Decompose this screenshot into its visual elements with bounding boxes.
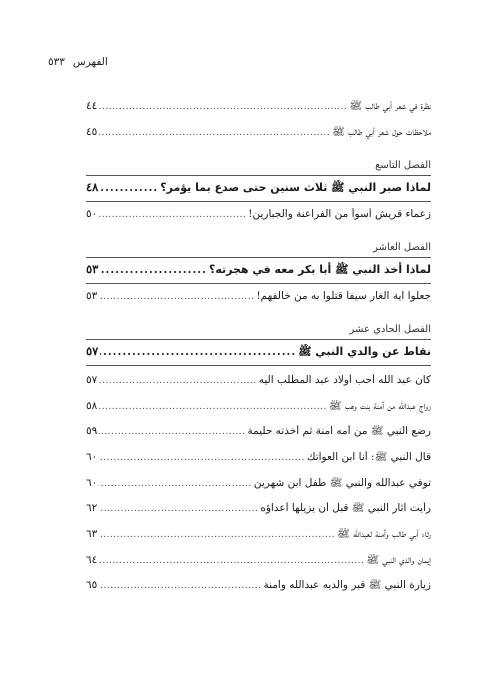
toc-entry[interactable]: [86, 290, 431, 308]
toc-entry[interactable]: [86, 208, 431, 226]
leader-dots: [99, 128, 330, 138]
entry-title: رضع النبي ﷺ من أمه آمنة ثم أخذته حليمة: [247, 425, 431, 437]
entry-title: زواج عبدالله من آمنة بنت وهب ﷺ: [328, 400, 431, 412]
entry-page: ٤٤: [86, 100, 98, 112]
leader-dots: [99, 556, 364, 566]
section-rule: [86, 201, 431, 202]
leader-dots: [100, 263, 207, 276]
leader-dots: [99, 427, 245, 437]
chapter-label: الفصل التاسع: [375, 160, 431, 171]
leader-dots: [100, 181, 158, 194]
entry-page: ٦٠: [86, 477, 98, 489]
entry-title: رثاء أبي طالب وآمنة لعبدالله ﷺ: [337, 528, 431, 540]
entry-page: ٥٨: [86, 400, 98, 412]
entry-title: زيارة النبي ﷺ قبر والديه عبدالله وآمنة: [263, 579, 431, 591]
toc-entry[interactable]: [86, 126, 431, 144]
leader-dots: [99, 210, 246, 220]
chapter-page: ٤٨: [86, 180, 99, 194]
header-title: الفهرس: [72, 56, 108, 68]
entry-title: كان عبد الله أحب أولاد عبد المطلب اليه: [258, 374, 431, 386]
toc-entry[interactable]: [86, 554, 431, 572]
entry-title: إيمان والدي النبي ﷺ: [366, 554, 431, 566]
chapter-title: لماذا أخذ النبي ﷺ أبا بكر معه في هجرته؟: [208, 263, 431, 276]
entry-title: نظرة في شعر أبي طالب ﷺ: [349, 100, 431, 112]
toc-entry[interactable]: [86, 374, 431, 392]
running-header: [48, 56, 108, 68]
entry-title: رأيت آثار النبي ﷺ قبل أن يزيلها أعداؤه: [260, 502, 431, 514]
leader-dots: [99, 292, 254, 302]
leader-dots: [99, 376, 256, 386]
entry-page: ٤٥: [86, 126, 98, 138]
entry-title: زعماء قريش أسوأ من الفراعنة والجبارين!: [248, 208, 431, 220]
entry-page: ٥٧: [86, 374, 98, 386]
chapter-title: نقاط عن والدي النبي ﷺ: [298, 345, 431, 358]
toc-entry[interactable]: [86, 528, 431, 546]
toc-entry[interactable]: [86, 579, 431, 597]
toc-entry[interactable]: [86, 477, 431, 495]
leader-dots: [99, 102, 347, 112]
leader-dots: [99, 479, 252, 489]
entry-title: ملاحظات حول شعر أبي طالب ﷺ: [332, 126, 431, 138]
leader-dots: [99, 453, 305, 463]
chapter-title: لماذا صبر النبي ﷺ ثلاث سنين حتى صدع بما يؤمر؟: [160, 181, 431, 194]
entry-page: ٦٢: [86, 502, 98, 514]
entry-page: ٦٣: [86, 528, 98, 540]
toc-entry[interactable]: [86, 400, 431, 418]
leader-dots: [100, 345, 296, 358]
section-rule: [86, 283, 431, 284]
entry-page: ٦٠: [86, 451, 98, 463]
entry-page: ٥٩: [86, 425, 98, 437]
entry-title: توفي عبدالله والنبي ﷺ طفل ابن شهرين: [253, 477, 431, 489]
entry-page: ٦٥: [86, 579, 98, 591]
header-page-number: ٥٣٣: [48, 56, 65, 68]
section-rule: [86, 365, 431, 366]
entry-page: ٦٤: [86, 554, 98, 566]
chapter-title-entry[interactable]: [86, 180, 431, 198]
entry-page: ٥٣: [86, 290, 98, 302]
leader-dots: [99, 530, 335, 540]
chapter-title-entry[interactable]: [86, 262, 431, 280]
entry-title: قال النبي ﷺ: أنا ابن العواتك: [306, 451, 431, 463]
section-rule: [86, 257, 431, 258]
toc-entry[interactable]: [86, 100, 431, 118]
entry-page: ٥٠: [86, 208, 98, 220]
chapter-page: ٥٣: [86, 262, 99, 276]
chapter-page: ٥٧: [86, 344, 99, 358]
leader-dots: [99, 402, 327, 412]
chapter-title-entry[interactable]: [86, 344, 431, 362]
toc-entry[interactable]: [86, 425, 431, 443]
toc-entry[interactable]: [86, 502, 431, 520]
chapter-label: الفصل العاشر: [373, 242, 431, 253]
leader-dots: [99, 581, 261, 591]
section-rule: [86, 339, 431, 340]
toc-entry[interactable]: [86, 451, 431, 469]
entry-title: جعلوا آية الغار سيفاً قتلوا به من خالفهم!: [256, 290, 431, 302]
leader-dots: [99, 504, 258, 514]
section-rule: [86, 175, 431, 176]
chapter-label: الفصل الحادي عشر: [349, 324, 431, 335]
